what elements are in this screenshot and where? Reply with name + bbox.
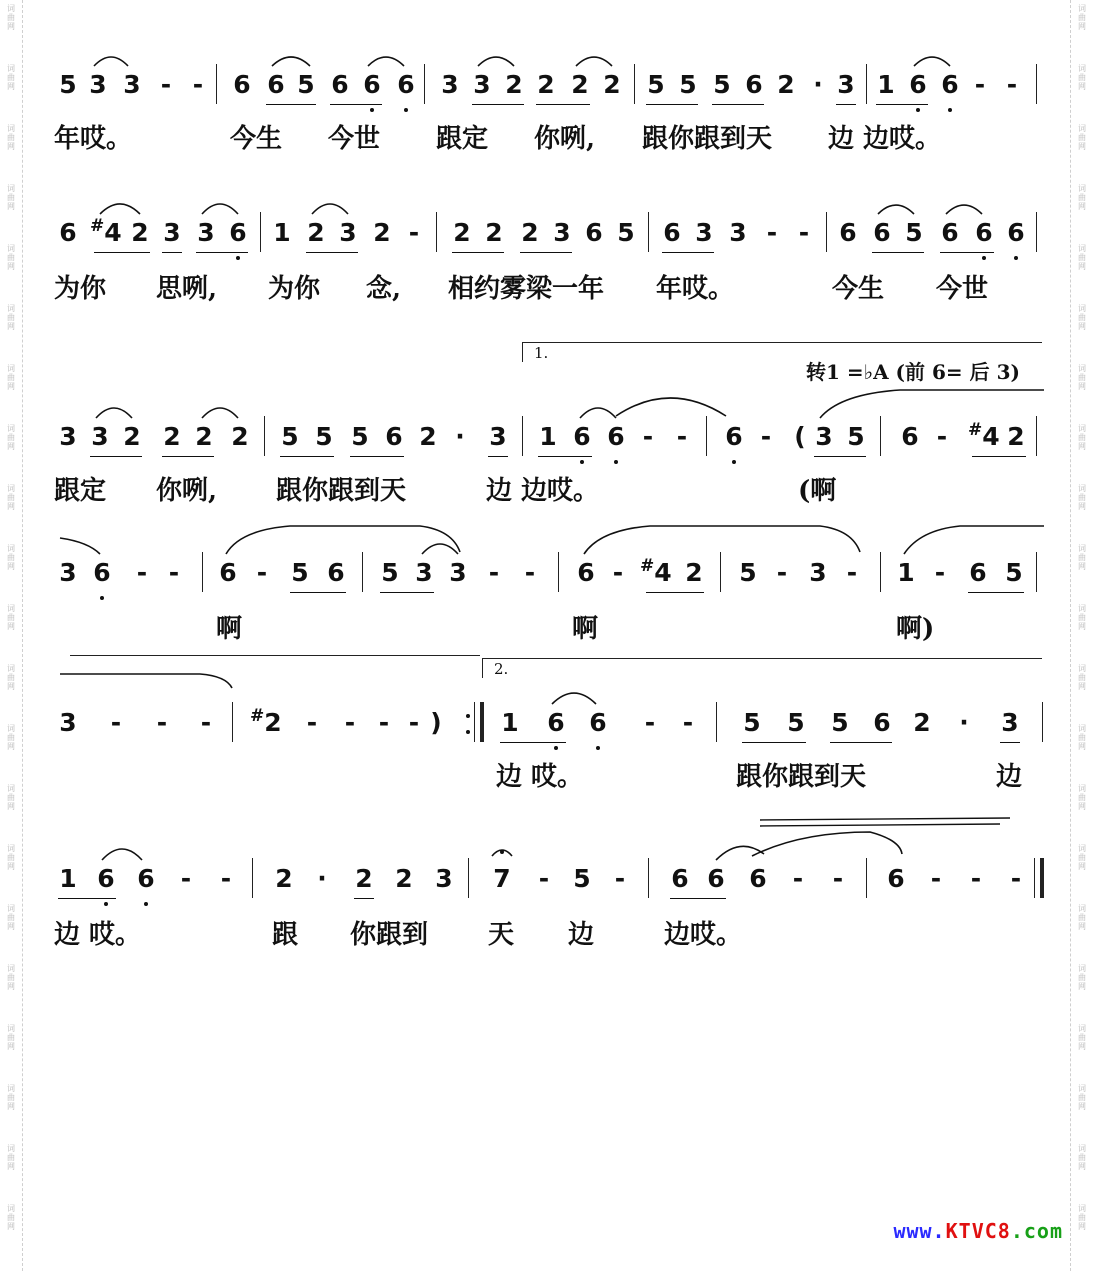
side-watermark-text: 词 曲 网 bbox=[1078, 1024, 1086, 1051]
lyrics-row-2: 为你 思咧, 为你 念, 相约雾梁一年 年哎。 今生 今世 bbox=[54, 274, 989, 304]
side-watermark-text: 词 曲 网 bbox=[7, 64, 15, 91]
side-watermark-text: 词 曲 网 bbox=[7, 964, 15, 991]
key-change-note: 转1 =♭A (前 6= 后 3) bbox=[806, 360, 1020, 384]
site-brand: KTVC8 bbox=[945, 1219, 1011, 1243]
notation-row-5: 3 - - - #2 - - - - ) 1 6 6 - - 5 5 5 6 2 · 3 bbox=[40, 706, 1050, 746]
side-watermark-text: 词 曲 网 bbox=[1078, 1144, 1086, 1171]
side-watermark-text: 词 曲 网 bbox=[7, 544, 15, 571]
side-watermark-text: 词 曲 网 bbox=[7, 4, 15, 31]
side-watermark-text: 词 曲 网 bbox=[1078, 544, 1086, 571]
site-watermark bbox=[893, 1219, 1063, 1243]
side-watermark-text: 词 曲 网 bbox=[1078, 4, 1086, 31]
side-watermark-text: 词 曲 网 bbox=[1078, 604, 1086, 631]
side-watermark-text: 词 曲 网 bbox=[7, 1024, 15, 1051]
side-watermark-text: 词 曲 网 bbox=[1078, 964, 1086, 991]
side-watermark-text: 词 曲 网 bbox=[1078, 724, 1086, 751]
notation-row-1: 5 3 3 - - 6 6 5 6 6 6 3 3 2 2 2 2 5 5 5 6 2 · 3 1 6 6 - - bbox=[40, 68, 1050, 108]
lyrics-row-6: 边 哎。 跟 你跟到 天 边 边哎。 bbox=[54, 920, 743, 950]
site-suffix: .com bbox=[1010, 1219, 1063, 1243]
side-watermark-text: 词 曲 网 bbox=[7, 364, 15, 391]
notation-row-4: 3 6 - - 6 - 5 6 5 3 3 - - 6 - #4 2 5 - 3 - 1 - 6 5 bbox=[40, 556, 1050, 596]
side-watermark-text: 词 曲 网 bbox=[7, 304, 15, 331]
side-watermark-text: 词 曲 网 bbox=[7, 424, 15, 451]
lyrics-row-3: 跟定 你咧, 跟你跟到天 边 边哎。 (啊 bbox=[54, 476, 837, 506]
side-watermark-text: 词 曲 网 bbox=[7, 244, 15, 271]
side-watermark-text: 词 曲 网 bbox=[7, 784, 15, 811]
notation-row-3: 3 3 2 2 2 2 5 5 5 6 2 · 3 1 6 6 - - 6 - ( 3 5 6 - #4 2 bbox=[40, 420, 1050, 460]
side-watermark-text: 词 曲 网 bbox=[1078, 904, 1086, 931]
side-watermark-text: 词 曲 网 bbox=[7, 184, 15, 211]
lyrics-row-4: 啊 啊 啊) bbox=[216, 614, 935, 644]
notation-row-6: 1 6 6 - - 2 · 2 2 3 7 - 5 - 6 6 6 - - 6 - - - bbox=[40, 862, 1050, 902]
score-sheet bbox=[40, 0, 1050, 1271]
side-watermark-text: 词 曲 网 bbox=[1078, 64, 1086, 91]
side-watermark-text: 词 曲 网 bbox=[1078, 844, 1086, 871]
side-watermark-text: 词 曲 网 bbox=[1078, 244, 1086, 271]
side-watermark-text: 词 曲 网 bbox=[7, 844, 15, 871]
side-watermark-text: 词 曲 网 bbox=[7, 1144, 15, 1171]
side-watermark-text: 词 曲 网 bbox=[1078, 424, 1086, 451]
side-watermark-text: 词 曲 网 bbox=[7, 124, 15, 151]
side-watermark-text: 词 曲 网 bbox=[1078, 664, 1086, 691]
first-ending-label: 1. bbox=[534, 344, 549, 362]
side-watermark-text: 词 曲 网 bbox=[7, 724, 15, 751]
side-watermark-text: 词 曲 网 bbox=[7, 1084, 15, 1111]
side-watermark-text: 词 曲 网 bbox=[1078, 184, 1086, 211]
lyrics-row-1: 年哎。 今生 今世 跟定 你咧, 跟你跟到天 边 边哎。 bbox=[54, 124, 942, 154]
side-watermark-text: 词 曲 网 bbox=[1078, 364, 1086, 391]
notation-row-2: 6 #4 2 3 3 6 1 2 3 2 - 2 2 2 3 6 5 6 3 3 - - 6 6 5 6 6 6 bbox=[40, 216, 1050, 256]
side-watermark-text: 词 曲 网 bbox=[1078, 304, 1086, 331]
side-watermark-text: 词 曲 网 bbox=[1078, 1084, 1086, 1111]
side-watermark-text: 词 曲 网 bbox=[7, 484, 15, 511]
slurs-row-5 bbox=[40, 706, 1050, 746]
site-prefix: www. bbox=[893, 1219, 946, 1243]
second-ending-bracket bbox=[482, 658, 1042, 659]
side-watermark-text: 词 曲 网 bbox=[1078, 124, 1086, 151]
side-watermark-text: 词 曲 网 bbox=[1078, 784, 1086, 811]
side-watermark-text: 词 曲 网 bbox=[7, 604, 15, 631]
right-watermark-strip bbox=[1070, 0, 1093, 1271]
left-watermark-strip bbox=[0, 0, 23, 1271]
lyrics-row-5: 边 哎。 跟你跟到天 边 bbox=[496, 762, 1023, 792]
slurs-row-2 bbox=[40, 216, 1050, 256]
first-ending-bracket bbox=[522, 342, 1042, 343]
side-watermark-text: 词 曲 网 bbox=[7, 904, 15, 931]
side-watermark-text: 词 曲 网 bbox=[7, 1204, 15, 1231]
side-watermark-text: 词 曲 网 bbox=[1078, 484, 1086, 511]
side-watermark-text: 词 曲 网 bbox=[7, 664, 15, 691]
side-watermark-text: 词 曲 网 bbox=[1078, 1204, 1086, 1231]
second-ending-label: 2. bbox=[494, 660, 509, 678]
